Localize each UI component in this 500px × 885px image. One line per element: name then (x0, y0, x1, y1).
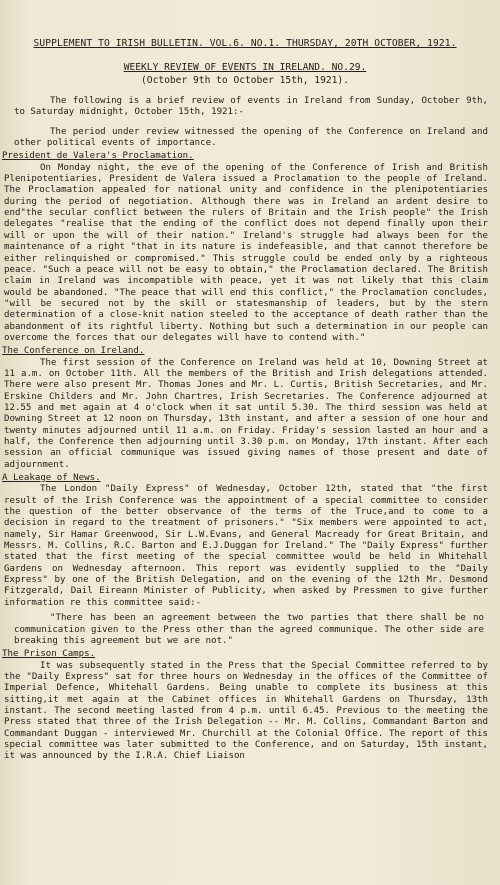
quoted-statement (2, 613, 488, 647)
section-leakage (2, 473, 488, 647)
section-prison-camps (2, 649, 488, 762)
review-dates: (October 9th to October 15th, 1921). (141, 74, 349, 86)
section-text: The London "Daily Express" of Wednesday, October 12th, stated that "the first result of the Irish Conference was the appointment of a special committee to consider the question of the better observance of the terms of the Truce,and to come to a decision in regard to the treatment of prisoners." "Six members were appointed to act, namely, Sir Hamar Greenwood, Sir L.W.Evans, and General Macready for Great Britain, and Messrs. M. Collins, R.C. Barton and E.J.Duggan for Ireland." The "Daily Express" further stated that the first meeting of the special committee would be held in Whitehall Gardens on Wednesday afternoon. This report was evidently supplied to the "Daily Express" by one of the British Delegation, and on the evening of the 12th Mr. Desmond Fitzgerald, Dail Eireann Minister of Publicity, when asked by Pressmen to give further information re this committee said:- (4, 484, 488, 608)
section-conference (2, 346, 488, 471)
review-title: WEEKLY REVIEW OF EVENTS IN IRELAND. NO.29. (123, 62, 367, 74)
quote-text: "There has been an agreement between the two parties that there shall be no communication given to the Press other than the agreed communique. The other side are breaking this agreement but we are not." (14, 613, 484, 646)
section-body (2, 484, 488, 609)
section-body (2, 163, 488, 345)
intro-paragraph-2 (2, 127, 488, 150)
section-body (2, 661, 488, 763)
section-proclamation (2, 151, 488, 344)
section-text: The first session of the Conference on Ireland was held at 10, Downing Street at 11 a.m. on October 11th. All the members of the British and Irish delegations attended. There were also present Mr. Thomas Jones and Mr. L. Curtis, British Secretaries, and Mr. Erskine Childers and Mr. John Chartres, Irish Secretaries. The Conference adjourned at 12.55 and met again at 4 o'clock when it sat until 5.30. The third session was held at Downing Street at 12 noon on Thursday, 13th instant, and after a session of one hour and twenty minutes adjourned until 11 a.m. on Friday. Friday's session lasted an hour and a half, the Conference then adjourning until 3.30 p.m. on Monday, 17th instant. After each session an official communique was issued giving names of those present and date of adjournment. (4, 357, 488, 470)
intro-text-2: The period under review witnessed the opening of the Conference on Ireland and other political events of importance. (14, 126, 488, 149)
intro-text: The following is a brief review of events in Ireland from Sunday, October 9th, to Saturday midnight, October 15th, 1921:- (14, 96, 488, 118)
intro-paragraph (2, 96, 488, 119)
section-text: On Monday night, the eve of the opening of the Conference of Irish and British Plenipotentiaries, President de Valera issued a Proclamation to the people of Ireland. The Proclamation appealed for national unity and confidence in the plenipotentiaries during the period of negotiation. Although there was in Ireland an ardent desire to end"the secular conflict between the rulers of Britain and the Irish people" the Irish delegates "realise that the ending of the conflict does not depend finally upon their will or upon the will of their nation." Ireland's struggle had always been for the maintenance of a right "that in its nature is indefeasible, and that cannot therefore be either relinquished or compromised." This struggle could be ended only by a righteous peace. "Such a peace will not be easy to obtain," the Proclamation declared. The British claim in Ireland was incompatible with peace, yet it was not likely that this claim would be abandoned. "The peace that will end this conflict," the Proclamation concludes, "will be secured not by the skill or statesmanship of leaders, but by the stern determination of a close-knit nation steeled to the acceptance of death rather than the abandonment of its rightful liberty. Nothing but such a determination in our people can overcome the forces that our delegates will have to contend with." (4, 162, 488, 343)
section-text: It was subsequently stated in the Press that the Special Committee referred to by the "Daily Express" sat for three hours on Wednesday in the offices of the Committee of Imperial Defence, Whitehall Gardens. Being unable to complete its business at this sitting,it met again at the Cabinet offices in Whitehall Gardens on Thursday, 13th instant. The second meeting lasted from 4 p.m. until 6.45. Previous to the meeting the Press stated that three of the Irish Delegation -- Mr. M. Collins, Commandant Barton and Commandant Duggan - interviewed Mr. Churchill at the Colonial Office. The report of this special committee was later submitted to the Conference, and on Saturday, 15th instant, it was announced by the I.R.A. Chief Liaison (4, 660, 488, 762)
document-header (2, 38, 488, 86)
section-body (2, 358, 488, 471)
section-heading: President de Valera's Proclamation. (2, 151, 194, 162)
section-heading: The Prison Camps. (2, 649, 96, 660)
supplement-line: SUPPLEMENT TO IRISH BULLETIN. VOL.6. NO.1. THURSDAY, 20TH OCTOBER, 1921. (33, 38, 457, 49)
section-heading: The Conference on Ireland. (2, 346, 145, 357)
section-heading: A Leakage of News. (2, 473, 101, 484)
